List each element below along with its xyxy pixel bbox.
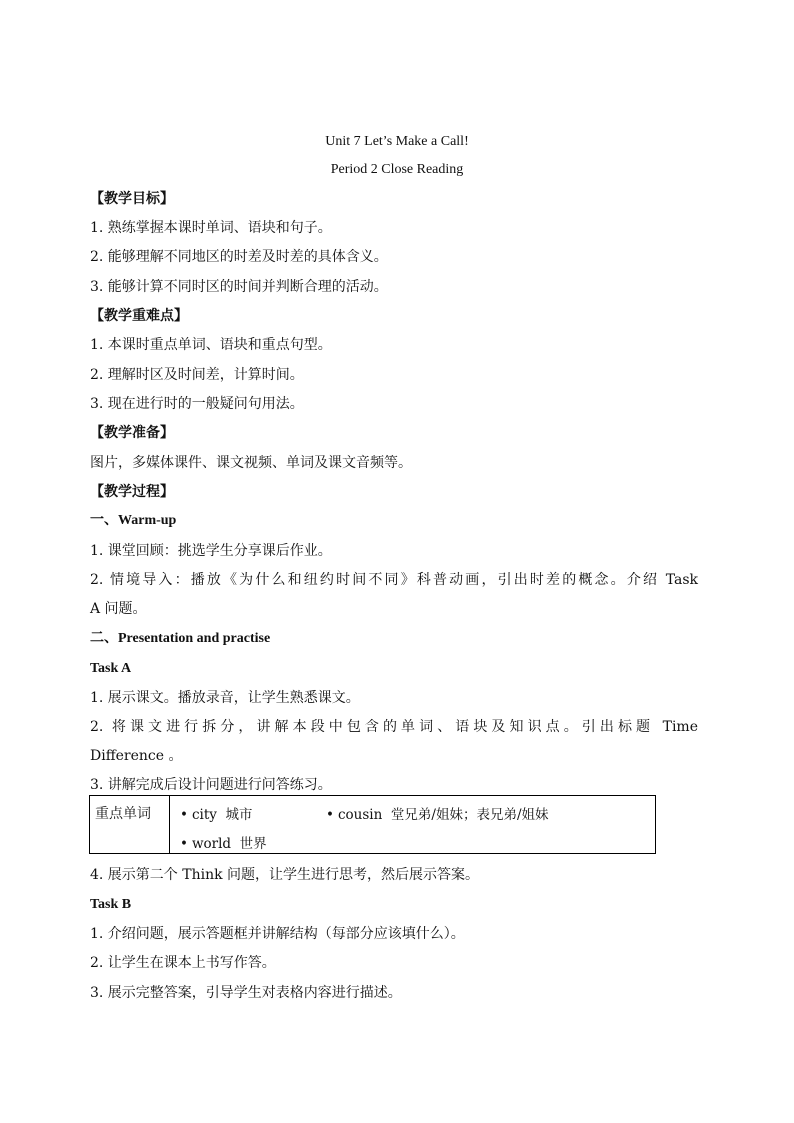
vocab-table [89, 795, 656, 854]
objective-item: 2. 能够理解不同地区的时差及时差的具体含义。 [90, 249, 388, 265]
bullet: • [180, 807, 188, 823]
vocab-meaning: 城市 [225, 807, 253, 823]
key-points-heading: 【教学重难点】 [90, 308, 188, 324]
task-b-item: 3. 展示完整答案，引导学生对表格内容进行描述。 [90, 985, 402, 1001]
task-a-heading: Task A [90, 661, 132, 676]
objectives-heading: 【教学目标】 [90, 191, 174, 207]
vocab-entry [326, 805, 549, 825]
preparation-heading: 【教学准备】 [90, 425, 174, 441]
vocab-meaning: 堂兄弟/姐妹；表兄弟/姐妹 [390, 807, 549, 823]
objective-item: 3. 能够计算不同时区的时间并判断合理的活动。 [90, 279, 388, 295]
process-heading: 【教学过程】 [90, 484, 174, 500]
task-a-item: 1. 展示课文。播放录音，让学生熟悉课文。 [90, 690, 360, 706]
vocab-entry [180, 805, 253, 825]
task-b-item: 2. 让学生在课本上书写作答。 [90, 955, 276, 971]
vocab-word: world [191, 836, 232, 852]
doc-title: Unit 7 Let’s Make a Call! [325, 134, 469, 149]
task-b-heading: Task B [90, 897, 132, 912]
vocab-meaning: 世界 [239, 836, 267, 852]
key-point-item: 1. 本课时重点单词、语块和重点句型。 [90, 337, 332, 353]
vocab-entry [180, 834, 267, 854]
vocab-word: city [191, 807, 217, 823]
warmup-item-continuation: A 问题。 [90, 601, 147, 617]
warmup-item: 1. 课堂回顾：挑选学生分享课后作业。 [90, 543, 332, 559]
task-a-item: 3. 讲解完成后设计问题进行问答练习。 [90, 777, 332, 793]
task-a-item: 2. 将课文进行拆分，讲解本段中包含的单词、语块及知识点。引出标题 Time [90, 719, 698, 735]
warmup-heading: 一、Warm-up [90, 513, 177, 528]
doc-subtitle: Period 2 Close Reading [330, 162, 464, 177]
bullet: • [180, 836, 188, 852]
preparation-text: 图片，多媒体课件、课文视频、单词及课文音频等。 [90, 455, 412, 471]
vocab-word: cousin [337, 807, 383, 823]
key-point-item: 2. 理解时区及时间差，计算时间。 [90, 367, 304, 383]
task-b-item: 1. 介绍问题，展示答题框并讲解结构（每部分应该填什么）。 [90, 926, 465, 942]
key-point-item: 3. 现在进行时的一般疑问句用法。 [90, 396, 304, 412]
bullet: • [326, 807, 334, 823]
task-a-item-continuation: Difference 。 [90, 748, 183, 764]
warmup-item: 2. 情境导入：播放《为什么和纽约时间不同》科普动画，引出时差的概念。介绍 Task [90, 572, 698, 588]
vocab-table-header: 重点单词 [90, 796, 170, 853]
task-a-item: 4. 展示第二个 Think 问题，让学生进行思考，然后展示答案。 [90, 867, 480, 883]
presentation-heading: 二、Presentation and practise [90, 631, 271, 646]
objective-item: 1. 熟练掌握本课时单词、语块和句子。 [90, 220, 332, 236]
